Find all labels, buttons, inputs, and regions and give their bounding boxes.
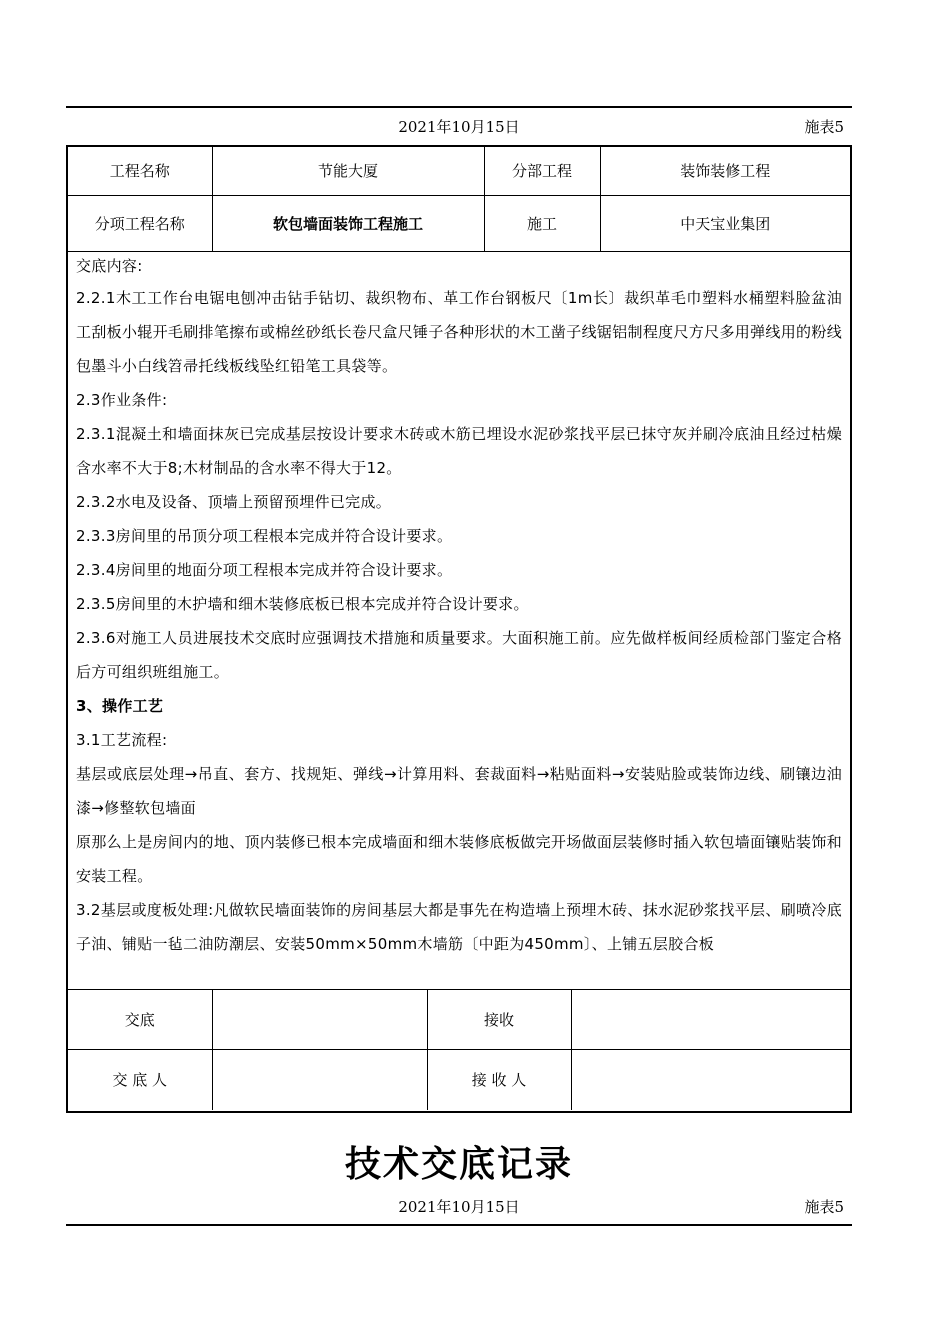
top-rule [66, 106, 852, 108]
content-paragraph: 2.3.4房间里的地面分项工程根本完成并符合设计要求。 [76, 561, 453, 579]
content-paragraph: 2.3.2水电及设备、顶墙上预留预埋件已完成。 [76, 493, 392, 511]
header-table [68, 147, 850, 252]
project-name-value: 节能大厦 [212, 147, 484, 195]
content-paragraph: 2.3.5房间里的木护墙和细木装修底板已根本完成并符合设计要求。 [76, 595, 529, 613]
content-paragraph: 3.1工艺流程: [76, 731, 168, 749]
record-frame [66, 145, 852, 1113]
content-heading: 交底内容: [76, 257, 143, 275]
record-date-2: 2021年10月15日 [398, 1198, 520, 1216]
content-paragraph: 2.3作业条件: [76, 391, 168, 409]
subitem-name-label: 分项工程名称 [68, 195, 212, 251]
bottom-rule [66, 1224, 852, 1226]
handover-field[interactable] [212, 990, 427, 1050]
form-number-2: 施表5 [804, 1198, 844, 1216]
receive-field[interactable] [571, 990, 850, 1050]
handover-person-field[interactable] [212, 1050, 427, 1110]
content-paragraph: 2.3.3房间里的吊顶分项工程根本完成并符合设计要求。 [76, 527, 453, 545]
section-heading: 3、操作工艺 [76, 697, 164, 715]
form-number: 施表5 [804, 118, 844, 136]
top-date-line [66, 116, 852, 138]
division-value: 装饰装修工程 [600, 147, 850, 195]
handover-person-label: 交 底 人 [68, 1050, 212, 1110]
construction-label: 施工 [484, 195, 600, 251]
project-name-label: 工程名称 [68, 147, 212, 195]
construction-value: 中天宝业集团 [600, 195, 850, 251]
content-paragraph: 3.2基层或度板处理:凡做软民墙面装饰的房间基层大都是事先在构造墙上预埋木砖、抹水泥砂浆找平层、刷喷冷底子油、铺贴一毡二油防潮层、安装50mm×50mm木墙筋〔中距为450mm〕、上铺五层胶合板 [76, 901, 842, 953]
subitem-name-value: 软包墙面装饰工程施工 [212, 195, 484, 251]
content-paragraph: 基层或底层处理→吊直、套方、找规矩、弹线→计算用料、套裁面料→粘贴面料→安装贴脸或装饰边线、刷镶边油漆→修整软包墙面 [76, 765, 842, 817]
signature-table [68, 989, 850, 1110]
receive-person-label: 接 收 人 [427, 1050, 571, 1110]
division-label: 分部工程 [484, 147, 600, 195]
second-date-line [66, 1196, 852, 1218]
record-date: 2021年10月15日 [398, 118, 520, 136]
content-paragraph: 2.2.1木工工作台电锯电刨冲击钻手钻切、裁织物布、革工作台钢板尺〔1m长〕裁织革毛巾塑料水桶塑料脸盆油工刮板小辊开毛刷排笔擦布或棉丝砂纸长卷尺盒尺锤子各种形状的木工凿子线锯铝制程度尺方尺多用弹线用的粉线包墨斗小白线笤帚托线板线坠红铅笔工具袋等。 [76, 289, 842, 375]
content-paragraph: 原那么上是房间内的地、顶内装修已根本完成墙面和细木装修底板做完开场做面层装修时插入软包墙面镶贴装饰和安装工程。 [76, 833, 842, 885]
content-paragraph: 2.3.6对施工人员进展技术交底时应强调技术措施和质量要求。大面积施工前。应先做样板间经质检部门鉴定合格后方可组织班组施工。 [76, 629, 842, 681]
receive-person-field[interactable] [571, 1050, 850, 1110]
handover-label: 交底 [68, 990, 212, 1050]
handover-content [68, 251, 850, 989]
page-title: 技术交底记录 [344, 1144, 573, 1185]
receive-label: 接收 [427, 990, 571, 1050]
content-paragraph: 2.3.1混凝土和墙面抹灰已完成基层按设计要求木砖或木筋已埋设水泥砂浆找平层已抹守灰并刷冷底油且经过枯燥含水率不大于8;木材制品的含水率不得大于12。 [76, 425, 842, 477]
